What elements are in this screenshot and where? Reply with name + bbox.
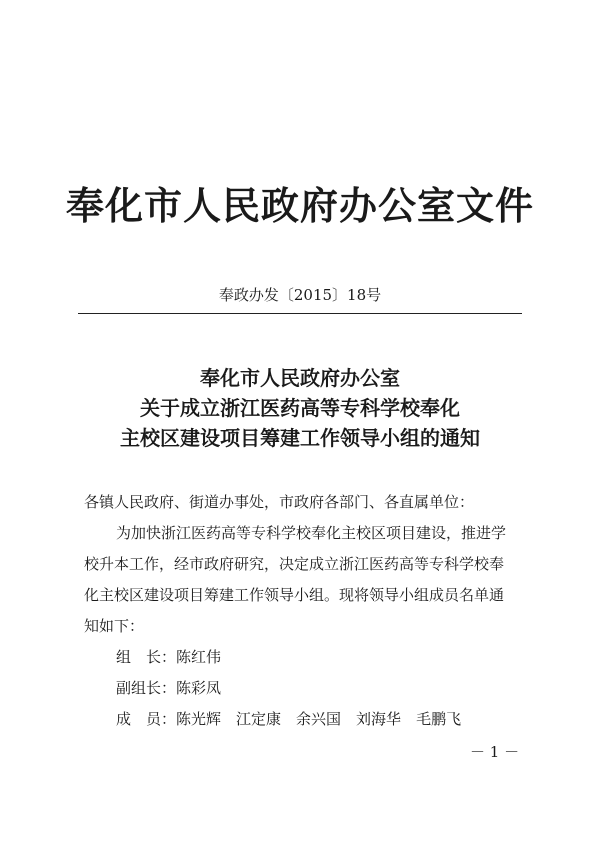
page-number: － 1 － (470, 743, 520, 761)
member-name: 刘海华 (356, 710, 402, 728)
header-divider (78, 313, 522, 314)
notice-body (84, 487, 524, 735)
member-name: 毛鹏飞 (416, 710, 462, 728)
notice-title (0, 363, 600, 453)
member-row-leader (84, 642, 524, 673)
member-name: 余兴国 (296, 710, 342, 728)
notice-title-line: 关于成立浙江医药高等专科学校奉化 (140, 396, 460, 420)
notice-title-line: 奉化市人民政府办公室 (200, 366, 400, 390)
paragraph-line: 化主校区建设项目筹建工作领导小组。现将领导小组成员名单通 (84, 586, 505, 604)
paragraph-line: 知如下： (84, 617, 145, 635)
member-names (176, 679, 236, 697)
member-names (176, 648, 236, 666)
paragraph-line: 校升本工作，经市政府研究，决定成立浙江医药高等专科学校奉 (84, 555, 505, 573)
member-role: 成 员： (116, 710, 177, 728)
document-number: 奉政办发〔2015〕18号 (218, 286, 382, 304)
member-name: 陈彩凤 (176, 679, 222, 697)
member-role: 组 长： (116, 648, 177, 666)
member-name: 江定康 (236, 710, 282, 728)
member-names (176, 710, 476, 728)
notice-title-line: 主校区建设项目筹建工作领导小组的通知 (120, 426, 480, 450)
member-name: 陈红伟 (176, 648, 222, 666)
paragraph-line: 为加快浙江医药高等专科学校奉化主校区项目建设，推进学 (116, 524, 507, 542)
member-row-deputy (84, 673, 524, 704)
member-name: 陈光辉 (176, 710, 222, 728)
addressee-line: 各镇人民政府、街道办事处，市政府各部门、各直属单位： (84, 493, 475, 511)
member-row-members (84, 704, 524, 735)
member-role: 副组长： (116, 679, 177, 697)
masthead-title: 奉化市人民政府办公室文件 (65, 183, 534, 228)
